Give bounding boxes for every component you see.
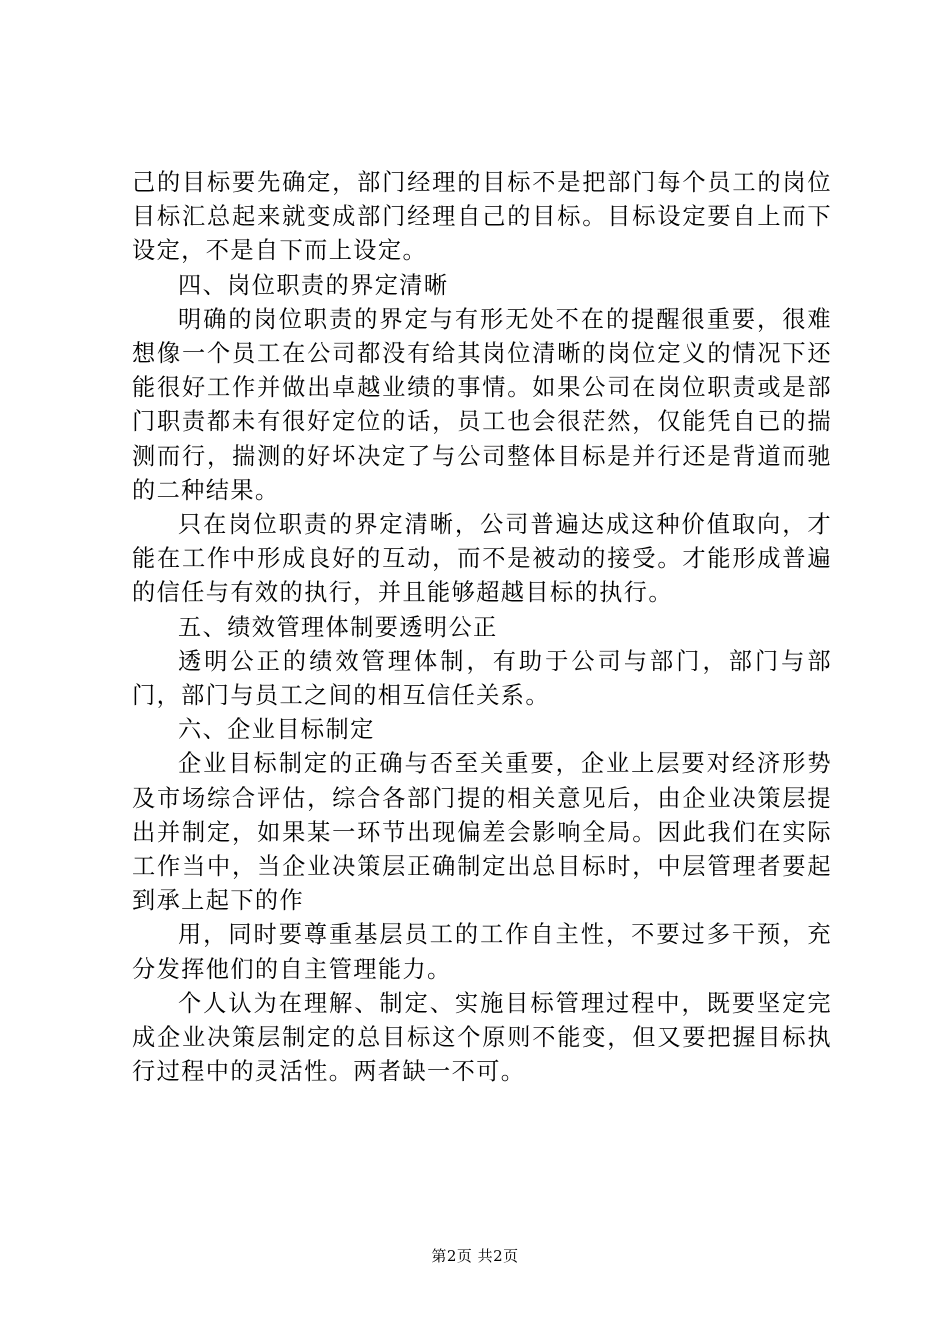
section-heading-5: 五、绩效管理体制要透明公正 xyxy=(178,613,498,641)
section-heading-4: 四、岗位职责的界定清晰 xyxy=(178,271,449,299)
paragraph: 只在岗位职责的界定清晰，公司普遍达成这种价值取向，才能在工作中形成良好的互动，而不是被动的接受。才能形成普遍的信任与有效的执行，并且能够超越目标的执行。 xyxy=(132,511,832,607)
section-heading-6: 六、企业目标制定 xyxy=(178,716,375,744)
paragraph: 明确的岗位职责的界定与有形无处不在的提醒很重要，很难想像一个员工在公司都没有给其岗位清晰的岗位定义的情况下还能很好工作并做出卓越业绩的事情。如果公司在岗位职责或是部门职责都未有很好定位的话，员工也会很茫然，仅能凭自已的揣测而行，揣测的好坏决定了与公司整体目标是并行还是背道而驰的二种结果。 xyxy=(132,305,832,504)
paragraph-continuation: 己的目标要先确定，部门经理的目标不是把部门每个员工的岗位目标汇总起来就变成部门经理自己的目标。目标设定要自上而下设定，不是自下而上设定。 xyxy=(132,169,832,265)
paragraph: 个人认为在理解、制定、实施目标管理过程中，既要坚定完成企业决策层制定的总目标这个原则不能变，但又要把握目标执行过程中的灵活性。两者缺一不可。 xyxy=(132,989,832,1086)
paragraph: 用，同时要尊重基层员工的工作自主性，不要过多干预，充分发挥他们的自主管理能力。 xyxy=(132,921,832,983)
paragraph: 透明公正的绩效管理体制，有助于公司与部门，部门与部门，部门与员工之间的相互信任关系。 xyxy=(132,647,832,710)
document-body xyxy=(132,166,832,1089)
paragraph: 企业目标制定的正确与否至关重要，企业上层要对经济形势及市场综合评估，综合各部门提的相关意见后，由企业决策层提出并制定，如果某一环节出现偏差会影响全局。因此我们在实际工作当中，当企业决策层正确制定出总目标时，中层管理者要起到承上起下的作 xyxy=(132,750,832,915)
page-number-footer: 第2页 共2页 xyxy=(431,1247,519,1265)
